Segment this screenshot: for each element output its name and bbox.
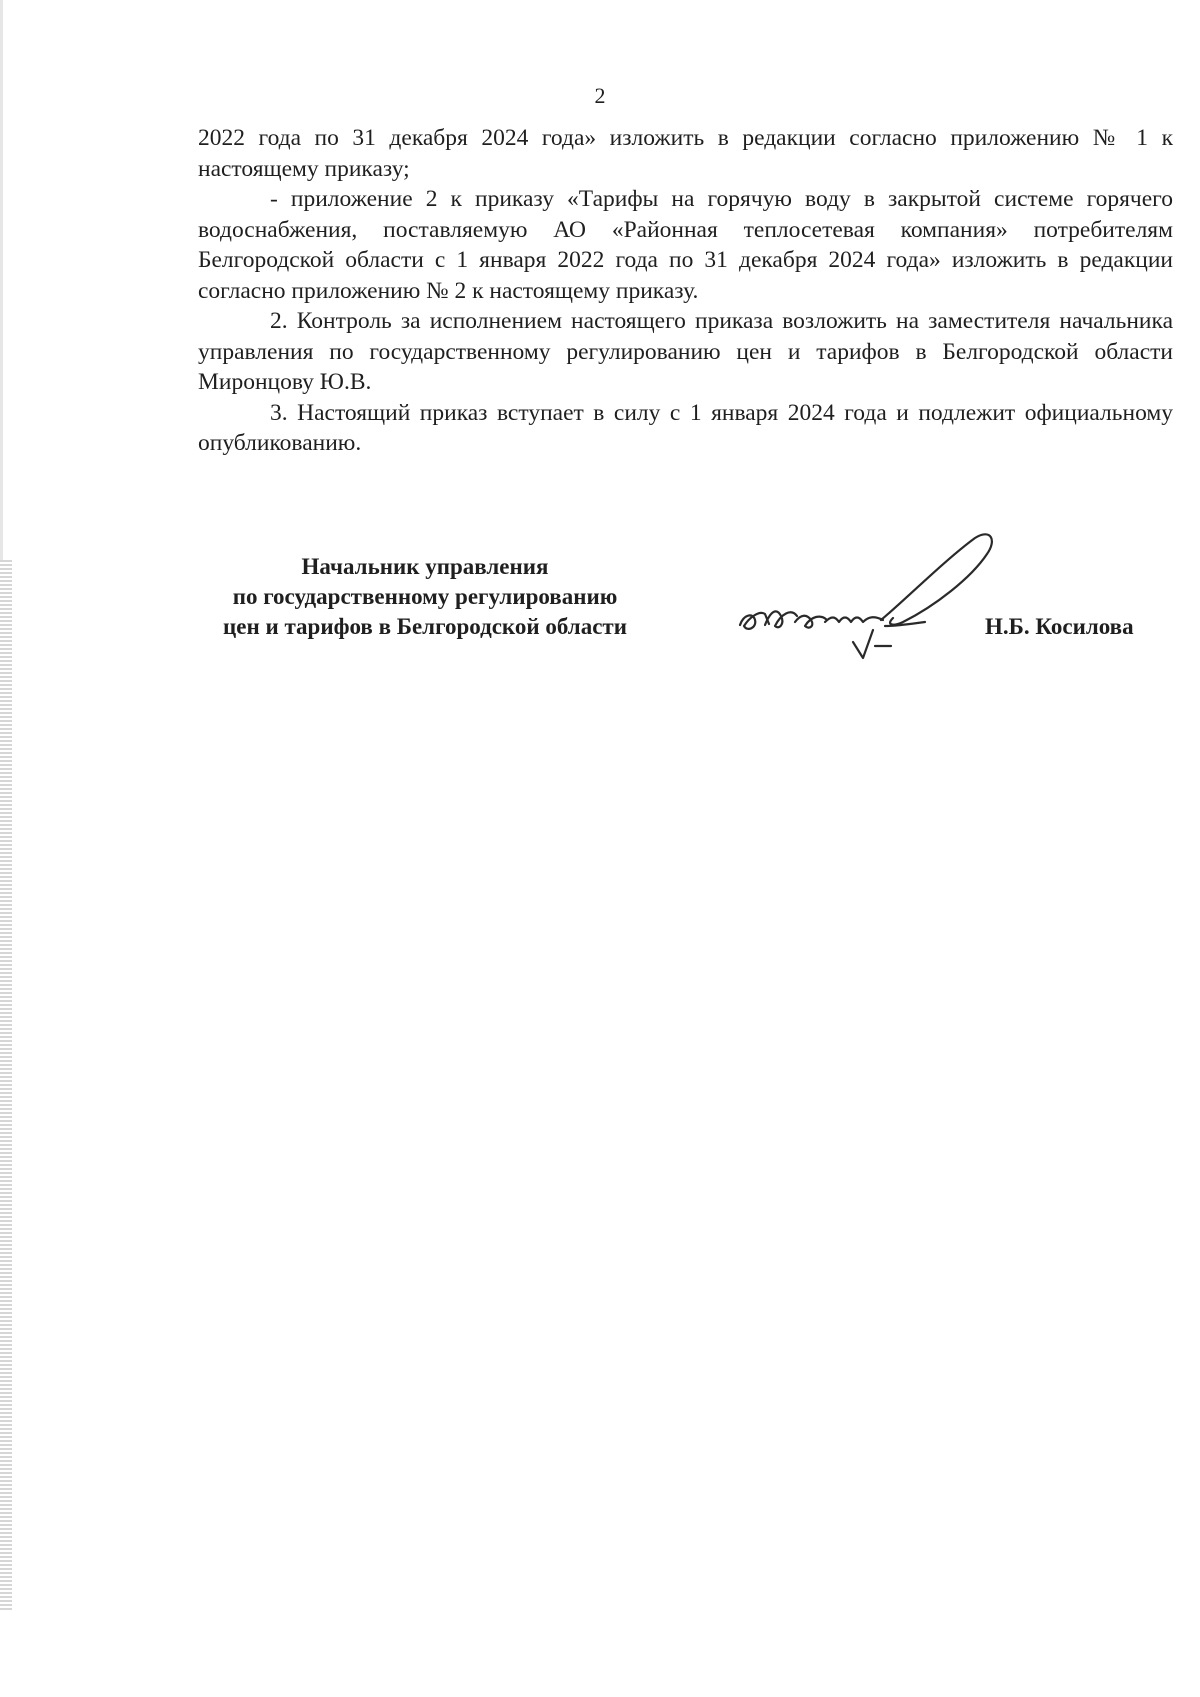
paragraph-appendix-2: - приложение 2 к приказу «Тарифы на горячую воду в закрытой системе горячего водоснабжения, поставляемую АО «Районная теплосетевая компания» потребителям Белгородской области с 1 января 2022 года по 31 декабря 2024 года» изложить в редакции согласно приложению № 2 к настоящему приказу.	[198, 186, 1173, 304]
paragraph-continuation: 2022 года по 31 декабря 2024 года» изложить в редакции согласно приложению № 1 к настоящему приказу;	[198, 125, 1173, 182]
handwritten-signature	[735, 530, 1035, 670]
signatory-title	[180, 552, 670, 642]
signatory-title-line: Начальник управления	[301, 554, 549, 579]
paragraph-control: 2. Контроль за исполнением настоящего приказа возложить на заместителя начальника управления по государственному регулированию цен и тарифов в Белгородской области Миронцову Ю.В.	[198, 308, 1173, 395]
document-body	[198, 123, 1173, 459]
page-number: 2	[594, 83, 606, 108]
scan-binding-edge	[0, 560, 12, 1610]
signatory-name: Н.Б. Косилова	[985, 614, 1134, 639]
signatory-title-line: цен и тарифов в Белгородской области	[223, 614, 627, 639]
paragraph-effective-date: 3. Настоящий приказ вступает в силу с 1 января 2024 года и подлежит официальному опубликованию.	[198, 399, 1173, 456]
signatory-title-line: по государственному регулированию	[232, 584, 618, 609]
